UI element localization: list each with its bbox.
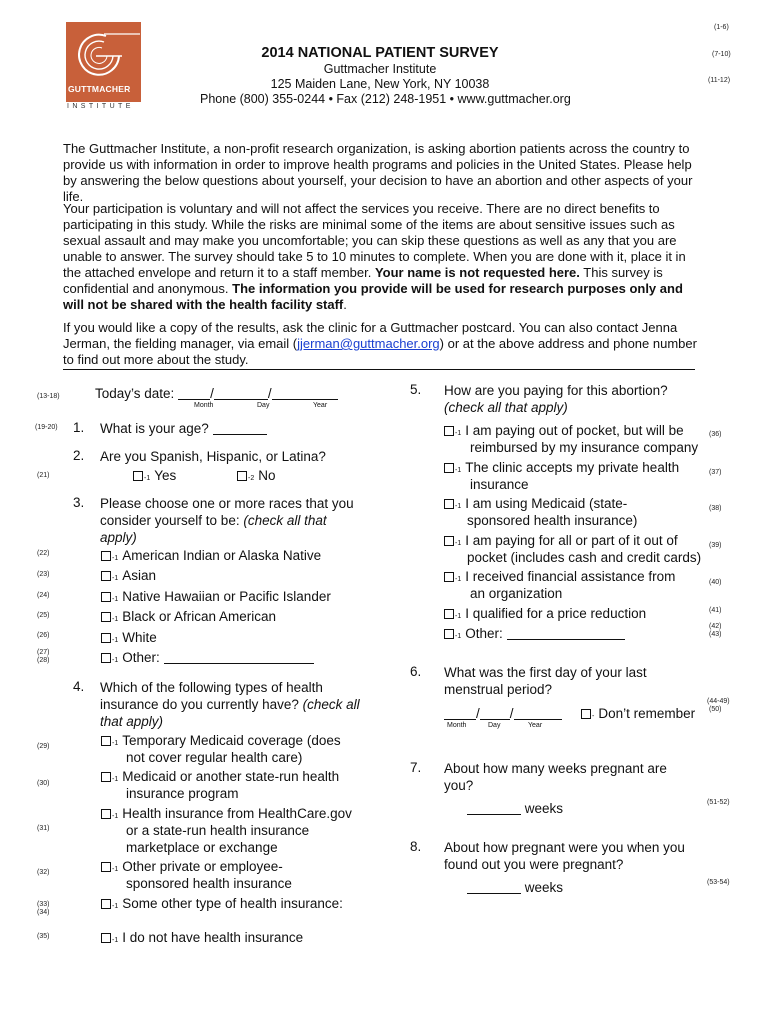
code-21: (21): [37, 472, 50, 479]
q1-question: What is your age?: [100, 420, 267, 437]
code-36: (36): [709, 431, 722, 438]
lmp-day-input[interactable]: [480, 707, 510, 720]
insurance-option-healthcare-gov[interactable]: -1 Health insurance from HealthCare.gov: [101, 805, 352, 825]
intro-paragraph-2: Your participation is voluntary and will not affect the services you receive. There are no direct benefits to participating in this study. While the risks are minimal some of the items are about sensitive issues such as sexual assault and may make you uncomfortable; you can skip these questions as well as any that you are unable to answer. The survey should take 5 to 10 minutes to complete. When you are done with it, place it in the attached envelope and return it to a staff member. Your name is not requested here. This survey is confidential and anonymous. The information you provide will be used for research purposes only and will not be shared with the health facility staff.: [63, 201, 686, 312]
q7-number: 7.: [410, 760, 422, 775]
insurance-option-medicaid[interactable]: -1 Medicaid or another state-run health: [101, 768, 339, 788]
intro-paragraph-1: The Guttmacher Institute, a non-profit research organization, is asking abortion patients across the country to provide us with information in order to improve health programs and policies in the United States. Please help by answering the below questions about yourself, your decision to have an abortion and other aspects of your life.: [63, 141, 693, 204]
code-42: (42): [709, 623, 722, 630]
insurance-option-healthcare-gov-cont1: or a state-run health insurance: [126, 823, 310, 838]
q4-question-line1: Which of the following types of health: [100, 680, 323, 695]
q3-question-line2: consider yourself to be: (check all that: [100, 513, 327, 528]
race-option-other[interactable]: -1 Other:: [101, 649, 314, 669]
q4-question-line2: insurance do you currently have? (check all: [100, 697, 360, 712]
q5-question-line1: How are you paying for this abortion?: [444, 383, 668, 398]
q3-question-line1: Please choose one or more races that you: [100, 496, 354, 511]
code-39: (39): [709, 542, 722, 549]
date-day-input[interactable]: [214, 387, 268, 400]
code-1-6: (1-6): [714, 24, 729, 31]
payment-option-private-insurance[interactable]: -1 The clinic accepts my private health: [444, 459, 679, 479]
checkbox[interactable]: [101, 592, 111, 602]
date-year-input[interactable]: [272, 387, 338, 400]
q8-question-line2: found out you were pregnant?: [444, 857, 624, 872]
code-30: (30): [37, 780, 50, 787]
code-51-52: (51-52): [707, 799, 730, 806]
code-13-18: (13-18): [37, 393, 60, 400]
q1-number: 1.: [73, 420, 85, 435]
code-29: (29): [37, 743, 50, 750]
q3-number: 3.: [73, 495, 85, 510]
checkbox[interactable]: [101, 772, 111, 782]
race-option-black[interactable]: -1 Black or African American: [101, 608, 276, 628]
q2-number: 2.: [73, 448, 85, 463]
insurance-option-none[interactable]: -1 I do not have health insurance: [101, 929, 303, 949]
checkbox[interactable]: [444, 426, 454, 436]
code-41: (41): [709, 607, 722, 614]
payment-option-financial-assistance[interactable]: -1 I received financial assistance from: [444, 568, 675, 588]
code-27: (27): [37, 649, 50, 656]
lmp-year-input[interactable]: [514, 707, 562, 720]
q8-question-line1: About how pregnant were you when you: [444, 840, 685, 855]
payment-option-reimbursed[interactable]: -1 I am paying out of pocket, but will be: [444, 422, 684, 442]
lmp-date-field: / /: [444, 705, 562, 722]
checkbox[interactable]: [444, 572, 454, 582]
payment-option-other[interactable]: -1 Other:: [444, 625, 625, 645]
code-34: (34): [37, 909, 50, 916]
lmp-month-label: Month: [447, 722, 467, 729]
code-43: (43): [709, 631, 722, 638]
age-input[interactable]: [213, 422, 267, 435]
q5-question-line2: (check all that apply): [444, 400, 568, 415]
org-name: Guttmacher Institute: [323, 62, 437, 76]
code-44-49: (44-49): [707, 698, 730, 705]
payment-option-out-of-pocket-cont: pocket (includes cash and credit cards): [467, 550, 702, 565]
checkbox[interactable]: [101, 612, 111, 622]
code-22: (22): [37, 550, 50, 557]
intro-paragraph-3: If you would like a copy of the results, ask the clinic for a Guttmacher postcard. You can also contact Jenna Jerman, the fielding manager, via email (jjerman@guttmacher.org) or at the above address and phone number to find out more about the study.: [63, 320, 697, 367]
q2-question: Are you Spanish, Hispanic, or Latina?: [100, 449, 326, 464]
q2-yes-option[interactable]: -1 Yes: [133, 467, 176, 487]
weeks-found-out-input[interactable]: [467, 881, 521, 894]
payment-option-price-reduction[interactable]: -1 I qualified for a price reduction: [444, 605, 646, 625]
date-day-label: Day: [257, 402, 270, 409]
lmp-year-label: Year: [528, 722, 543, 729]
payment-option-out-of-pocket[interactable]: -1 I am paying for all or part of it out of: [444, 532, 678, 552]
code-33: (33): [37, 901, 50, 908]
insurance-option-medicaid-cont: insurance program: [126, 786, 239, 801]
org-contact: Phone (800) 355-0244 • Fax (212) 248-1951 • www.guttmacher.org: [200, 92, 571, 106]
payment-option-reimbursed-cont: reimbursed by my insurance company: [470, 440, 699, 455]
checkbox[interactable]: [581, 709, 591, 719]
checkbox[interactable]: [101, 571, 111, 581]
insurance-option-temporary-medicaid-cont: not cover regular health care): [126, 750, 303, 765]
race-option-white[interactable]: -1 White: [101, 629, 157, 649]
date-month-label: Month: [194, 402, 214, 409]
insurance-option-private-cont: sponsored health insurance: [126, 876, 292, 891]
checkbox[interactable]: [444, 536, 454, 546]
checkbox[interactable]: [101, 633, 111, 643]
q6-question-line2: menstrual period?: [444, 682, 553, 697]
payment-option-private-insurance-cont: insurance: [470, 477, 529, 492]
q4-number: 4.: [73, 679, 85, 694]
q7-weeks-field: weeks: [467, 800, 563, 817]
checkbox[interactable]: [444, 609, 454, 619]
q7-question-line2: you?: [444, 778, 474, 793]
code-26: (26): [37, 632, 50, 639]
checkbox[interactable]: [101, 862, 111, 872]
race-option-native-hawaiian[interactable]: -1 Native Hawaiian or Pacific Islander: [101, 588, 331, 608]
q8-weeks-field: weeks: [467, 879, 563, 896]
code-35: (35): [37, 933, 50, 940]
payment-option-financial-assistance-cont: an organization: [470, 586, 563, 601]
logo-wordmark: GUTTMACHER: [68, 84, 131, 94]
code-19-20: (19-20): [35, 424, 58, 431]
code-25: (25): [37, 612, 50, 619]
q6-number: 6.: [410, 664, 422, 679]
date-month-input[interactable]: [178, 387, 210, 400]
lmp-dont-remember-option[interactable]: - Don’t remember: [581, 705, 695, 725]
todays-date-field: Today’s date: / /: [95, 385, 338, 402]
checkbox[interactable]: [444, 499, 454, 509]
q4-question-line3: that apply): [100, 714, 164, 729]
checkbox[interactable]: [101, 551, 111, 561]
insurance-option-temporary-medicaid[interactable]: -1 Temporary Medicaid coverage (does: [101, 732, 341, 752]
logo-subtitle: INSTITUTE: [67, 103, 134, 110]
date-year-label: Year: [313, 402, 328, 409]
section-divider: [63, 369, 695, 370]
race-option-american-indian[interactable]: -1 American Indian or Alaska Native: [101, 547, 321, 567]
insurance-option-healthcare-gov-cont2: marketplace or exchange: [126, 840, 278, 855]
code-53-54: (53-54): [707, 879, 730, 886]
checkbox[interactable]: [101, 899, 111, 909]
code-31: (31): [37, 825, 50, 832]
checkbox[interactable]: [444, 463, 454, 473]
code-28: (28): [37, 657, 50, 664]
race-option-asian[interactable]: -1 Asian: [101, 567, 156, 587]
q6-question-line1: What was the first day of your last: [444, 665, 647, 680]
race-other-input[interactable]: [164, 651, 314, 664]
code-32: (32): [37, 869, 50, 876]
org-address: 125 Maiden Lane, New York, NY 10038: [270, 77, 490, 91]
code-24: (24): [37, 592, 50, 599]
checkbox[interactable]: [237, 471, 247, 481]
payment-option-medicaid-cont: sponsored health insurance): [467, 513, 638, 528]
lmp-month-input[interactable]: [444, 707, 476, 720]
checkbox[interactable]: [444, 629, 454, 639]
q2-no-option[interactable]: -2 No: [237, 467, 276, 487]
checkbox[interactable]: [101, 933, 111, 943]
code-50: (50): [709, 706, 722, 713]
q5-number: 5.: [410, 382, 422, 397]
checkbox[interactable]: [101, 653, 111, 663]
email-link[interactable]: jjerman@guttmacher.org: [297, 336, 440, 351]
insurance-option-private[interactable]: -1 Other private or employee-: [101, 858, 283, 878]
q8-number: 8.: [410, 839, 422, 854]
guttmacher-logo: [66, 22, 141, 102]
q3-question-line3: apply): [100, 530, 137, 545]
code-37: (37): [709, 469, 722, 476]
payment-other-input[interactable]: [507, 627, 625, 640]
payment-option-medicaid[interactable]: -1 I am using Medicaid (state-: [444, 495, 627, 515]
checkbox[interactable]: [133, 471, 143, 481]
weeks-pregnant-input[interactable]: [467, 802, 521, 815]
lmp-day-label: Day: [488, 722, 501, 729]
code-23: (23): [37, 571, 50, 578]
code-40: (40): [709, 579, 722, 586]
code-11-12: (11-12): [708, 77, 731, 84]
survey-title: 2014 NATIONAL PATIENT SURVEY: [261, 45, 499, 61]
code-38: (38): [709, 505, 722, 512]
insurance-option-other[interactable]: -1 Some other type of health insurance:: [101, 895, 343, 915]
code-7-10: (7-10): [712, 51, 731, 58]
checkbox[interactable]: [101, 809, 111, 819]
checkbox[interactable]: [101, 736, 111, 746]
q7-question-line1: About how many weeks pregnant are: [444, 761, 667, 776]
